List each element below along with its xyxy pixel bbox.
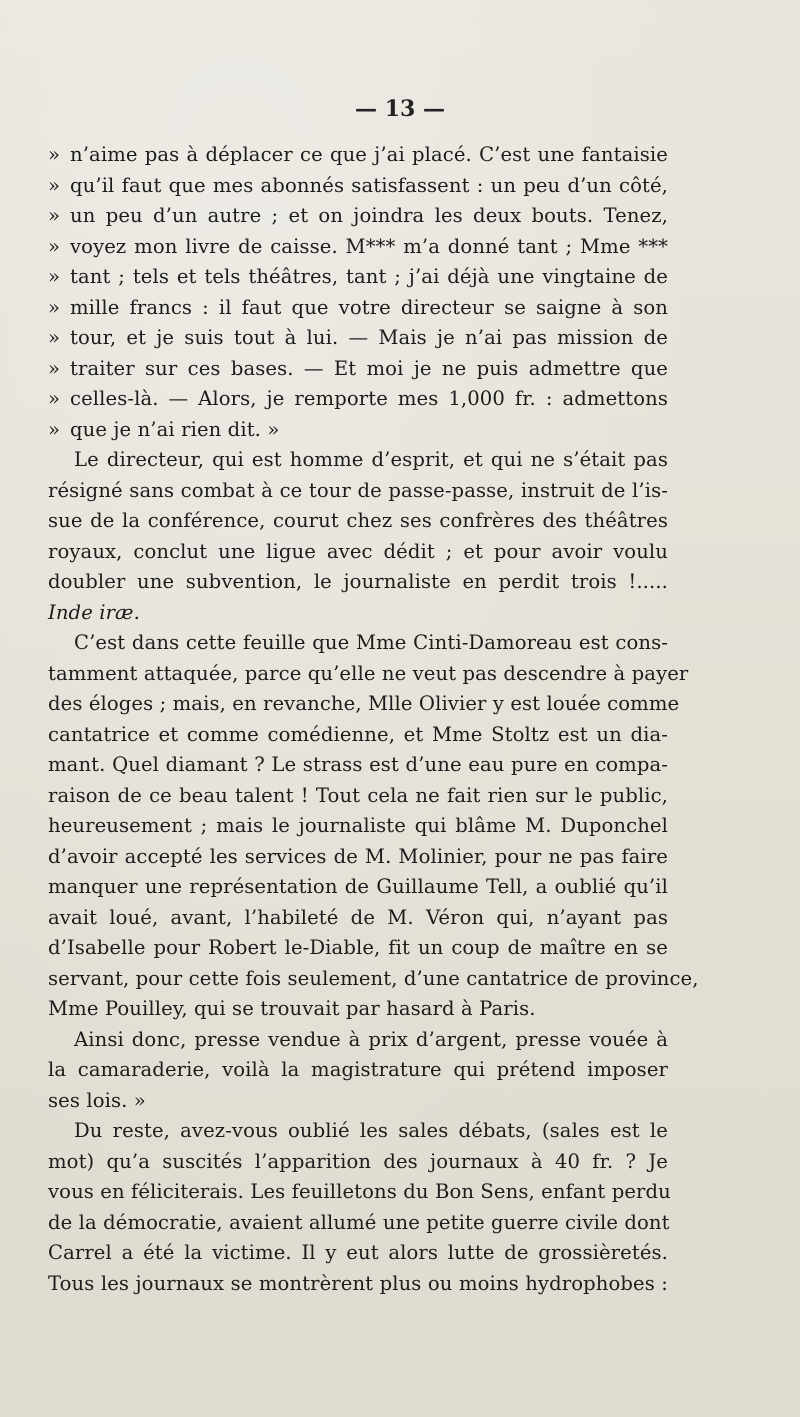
line-text: Tous les journaux se montrèrent plus ou moins hydrophobes : bbox=[48, 1271, 668, 1295]
text-line bbox=[48, 262, 668, 293]
text-line bbox=[48, 628, 668, 659]
line-text: tant ; tels et tels théâtres, tant ; j’ai déjà une vingtaine de bbox=[70, 265, 668, 288]
line-text: Ainsi donc, presse vendue à prix d’argent, presse vouée à bbox=[74, 1027, 668, 1051]
quote-mark: » bbox=[48, 265, 61, 288]
text-line bbox=[48, 415, 668, 446]
text-line bbox=[48, 384, 668, 415]
text-line bbox=[48, 781, 668, 812]
text-line bbox=[48, 1025, 668, 1056]
text-line bbox=[48, 659, 689, 690]
line-text: résigné sans combat à ce tour de passe-passe, instruit de l’is- bbox=[48, 478, 668, 502]
text-line bbox=[48, 842, 668, 873]
line-text: la camaraderie, voilà la magistrature qui prétend imposer bbox=[48, 1058, 668, 1081]
line-text: tamment attaquée, parce qu’elle ne veut pas descendre à payer bbox=[48, 661, 689, 685]
page-number: — 13 — bbox=[355, 96, 445, 122]
quote-mark: » bbox=[48, 326, 61, 349]
line-text: traiter sur ces bases. — Et moi je ne puis admettre que bbox=[70, 356, 668, 380]
text-line bbox=[48, 1238, 668, 1269]
line-text: d’avoir accepté les services de M. Molinier, pour ne pas faire bbox=[48, 844, 668, 868]
line-text: raison de ce beau talent ! Tout cela ne fait rien sur le public, bbox=[48, 783, 668, 807]
text-line bbox=[48, 506, 668, 537]
text-line bbox=[48, 354, 668, 385]
text-line bbox=[48, 720, 668, 751]
line-text: manquer une représentation de Guillaume Tell, a oublié qu’il bbox=[48, 875, 668, 898]
line-text: cantatrice et comme comédienne, et Mme Stoltz est un dia- bbox=[48, 722, 668, 746]
line-text: sue de la conférence, courut chez ses confrères des théâtres bbox=[48, 509, 668, 532]
line-text: heureusement ; mais le journaliste qui blâme M. Duponchel bbox=[48, 814, 668, 837]
text-line bbox=[48, 1269, 668, 1300]
line-text: celles-là. — Alors, je remporte mes 1,000 fr. : admettons bbox=[70, 387, 668, 410]
line-text: vous en féliciterais. Les feuilletons du Bon Sens, enfant perdu bbox=[48, 1180, 671, 1203]
quote-mark: » bbox=[48, 143, 61, 166]
line-text: n’aime pas à déplacer ce que j’ai placé. C’est une fantaisie bbox=[70, 143, 668, 166]
line-text: Carrel a été la victime. Il y eut alors lutte de grossièretés. bbox=[48, 1241, 668, 1264]
quote-mark: » bbox=[48, 204, 61, 227]
text-line bbox=[48, 1055, 668, 1086]
text-line bbox=[48, 872, 668, 903]
text-line bbox=[48, 811, 668, 842]
quote-mark: » bbox=[48, 234, 61, 258]
text-line bbox=[48, 1147, 668, 1178]
line-text: servant, pour cette fois seulement, d’une cantatrice de province, bbox=[48, 966, 699, 990]
text-line bbox=[48, 1086, 668, 1117]
line-text: doubler une subvention, le journaliste en perdit trois !..... bbox=[48, 570, 668, 593]
text-line bbox=[48, 964, 699, 995]
text-line bbox=[48, 933, 668, 964]
text-line bbox=[48, 1177, 671, 1208]
text-line bbox=[48, 537, 668, 568]
line-text: mant. Quel diamant ? Le strass est d’une eau pure en compa- bbox=[48, 753, 668, 776]
text-line bbox=[48, 232, 668, 263]
quote-mark: » bbox=[48, 295, 61, 319]
quote-mark: » bbox=[48, 417, 61, 441]
text-line bbox=[48, 323, 668, 354]
line-text: avait loué, avant, l’habileté de M. Véron qui, n’ayant pas bbox=[48, 905, 668, 929]
line-text: voyez mon livre de caisse. M*** m’a donné tant ; Mme *** bbox=[70, 234, 668, 258]
line-text: royaux, conclut une ligue avec dédit ; et pour avoir voulu bbox=[48, 539, 668, 563]
body-text bbox=[48, 140, 699, 1299]
line-text: ses lois. » bbox=[48, 1088, 146, 1112]
line-text: un peu d’un autre ; et on joindra les deux bouts. Tenez, bbox=[70, 204, 668, 227]
text-line bbox=[48, 293, 668, 324]
text-line bbox=[48, 201, 668, 232]
line-text: tour, et je suis tout à lui. — Mais je n’ai pas mission de bbox=[70, 326, 668, 349]
text-line bbox=[48, 994, 668, 1025]
line-text: Du reste, avez-vous oublié les sales débats, (sales est le bbox=[74, 1119, 668, 1142]
text-line bbox=[48, 476, 668, 507]
quote-mark: » bbox=[48, 387, 61, 410]
text-line bbox=[48, 598, 668, 629]
text-line bbox=[48, 750, 668, 781]
line-text: Mme Pouilley, qui se trouvait par hasard à Paris. bbox=[48, 997, 536, 1020]
line-text: Le directeur, qui est homme d’esprit, et qui ne s’était pas bbox=[74, 448, 668, 471]
line-text: d’Isabelle pour Robert le-Diable, fit un coup de maître en se bbox=[48, 936, 668, 959]
line-text: des éloges ; mais, en revanche, Mlle Olivier y est louée comme bbox=[48, 692, 680, 715]
quote-mark: » bbox=[48, 173, 61, 197]
line-text: que je n’ai rien dit. » bbox=[70, 417, 280, 441]
text-line bbox=[48, 1208, 668, 1239]
line-text: Inde iræ. bbox=[48, 600, 140, 624]
line-text: mille francs : il faut que votre directeur se saigne à son bbox=[70, 295, 668, 319]
quote-mark: » bbox=[48, 356, 61, 380]
line-text: qu’il faut que mes abonnés satisfassent : un peu d’un côté, bbox=[70, 173, 668, 197]
text-line bbox=[48, 689, 680, 720]
text-line bbox=[48, 140, 668, 171]
text-line bbox=[48, 903, 668, 934]
text-line bbox=[48, 567, 668, 598]
text-line bbox=[48, 1116, 668, 1147]
text-line bbox=[48, 171, 668, 202]
text-line bbox=[48, 445, 668, 476]
line-text: C’est dans cette feuille que Mme Cinti-Damoreau est cons- bbox=[74, 631, 668, 654]
line-text: de la démocratie, avaient allumé une petite guerre civile dont bbox=[48, 1210, 670, 1234]
line-text: mot) qu’a suscités l’apparition des journaux à 40 fr. ? Je bbox=[48, 1149, 668, 1173]
